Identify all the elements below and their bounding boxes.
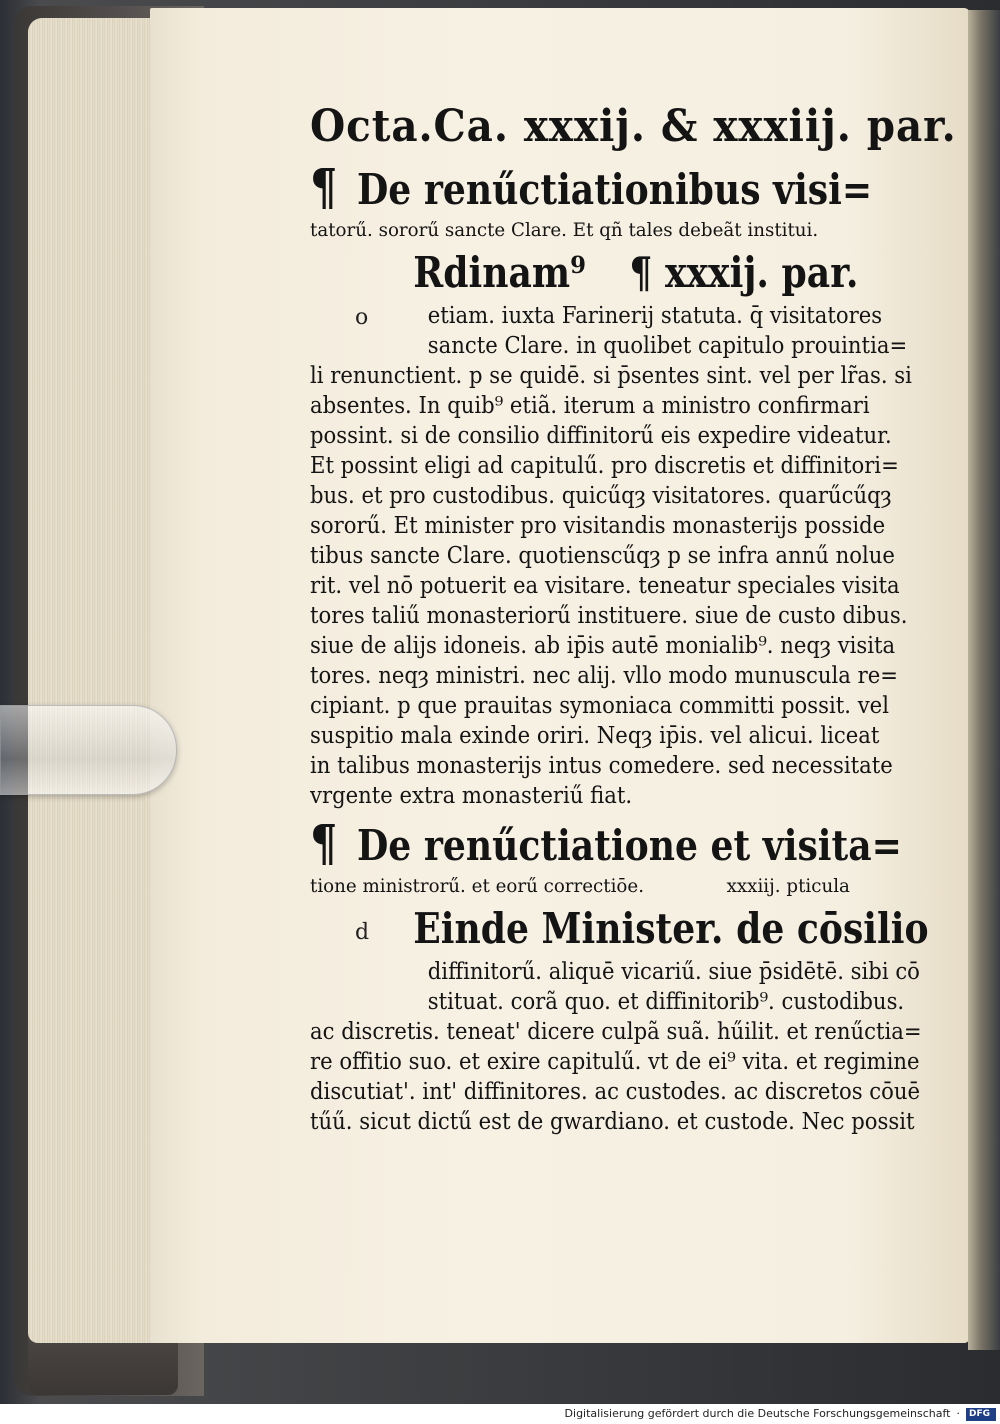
text-line: bus. et pro custodibus. quicűqȝ visitatores. quarűcűqȝ (310, 483, 892, 509)
text-line: etiam. iuxta Farinerij statuta. q̄ visitatores (427, 303, 883, 329)
text-line: Et possint eligi ad capitulű. pro discretis et diffinitori= (310, 453, 899, 479)
text-line: cipiant. p que prauitas symoniaca committi possit. vel (310, 693, 889, 719)
text-line: tores. neqȝ ministri. nec alij. vllo modo munuscula re= (310, 663, 899, 689)
text-line: discutiat'. int' diffinitores. ac custodes. ac discretos cōuē (310, 1079, 921, 1105)
dfg-logo: DFG (966, 1408, 996, 1421)
printed-text (310, 95, 957, 1137)
text-line: diffinitorű. aliquē vicariű. siue p̄sidētē. sibi cō (427, 959, 920, 985)
pilcrow-mark: ¶ (310, 157, 338, 216)
text-line: tűű. sicut dictű est de gwardiano. et custode. Nec possit (310, 1109, 915, 1135)
digitization-footer: Digitalisierung gefördert durch die Deutsche Forschungsgemeinschaft · DFG (0, 1404, 1000, 1424)
text-line: possint. si de consilio diffinitorű eis expedire videatur. (310, 423, 892, 449)
text-line: absentes. In quib⁹ etiã. iterum a ministro confirmari (310, 393, 870, 419)
pilcrow-mark: ¶ (310, 813, 338, 872)
marginal-letter-d: d (355, 920, 370, 945)
section2-title: ¶ De renűctiatione et visita= (310, 813, 902, 872)
text-line: tibus sancte Clare. quotienscűqȝ p se infra annű nolue (310, 543, 895, 569)
text-line: siue de alijs idoneis. ab ip̄is autē monialib⁹. neqȝ visita (310, 633, 896, 659)
marginal-letter-o: o (355, 305, 369, 330)
section1-subtitle: tatorű. sororű sancte Clare. Et qñ tales debeãt institui. (310, 219, 819, 241)
section2-body (310, 957, 940, 1137)
page-holder-clip (0, 705, 177, 795)
text-line: sororű. Et minister pro visitandis monasterijs posside (310, 513, 886, 539)
right-page-edge (968, 10, 1000, 1350)
text-line: vrgente extra monasteriű fiat. (310, 783, 633, 809)
section1-title: ¶ De renűctiationibus visi= (310, 157, 873, 216)
text-line: ac discretis. teneat' dicere culpã suã. hűilit. et renűctia= (310, 1019, 922, 1045)
text-line: tores taliű monasteriorű instituere. siue de custo dibus. (310, 603, 908, 629)
running-title: Octa.Ca. xxxij. & xxxiij. par. (310, 101, 957, 152)
text-line: stituat. corã quo. et diffinitorib⁹. custodibus. (427, 989, 905, 1015)
text-line: suspitio mala exinde oriri. Neqȝ ip̄is. vel alicui. liceat (310, 723, 880, 749)
text-line: li renunctient. p se quidē. si p̄sentes sint. vel per lr̃as. si (310, 363, 912, 389)
section2-subtitle: tione ministrorű. et eorű correctiōe. xxxiij. pticula (310, 875, 850, 897)
section1-initial-line: Rdinam⁹ ¶ xxxij. par. (413, 248, 859, 297)
section1-body (310, 301, 940, 811)
text-line: sancte Clare. in quolibet capitulo prouintia= (427, 333, 908, 359)
text-line: rit. vel nō potuerit ea visitare. teneatur speciales visita (310, 573, 900, 599)
page-stack-edges (28, 18, 168, 1343)
text-line: in talibus monasterijs intus comedere. sed necessitate (310, 753, 893, 779)
text-line: re offitio suo. et exire capitulű. vt de ei⁹ vita. et regimine (310, 1049, 920, 1075)
section2-initial-line: Einde Minister. de cōsilio (413, 904, 929, 953)
footer-credit: Digitalisierung gefördert durch die Deutsche Forschungsgemeinschaft (564, 1407, 951, 1420)
